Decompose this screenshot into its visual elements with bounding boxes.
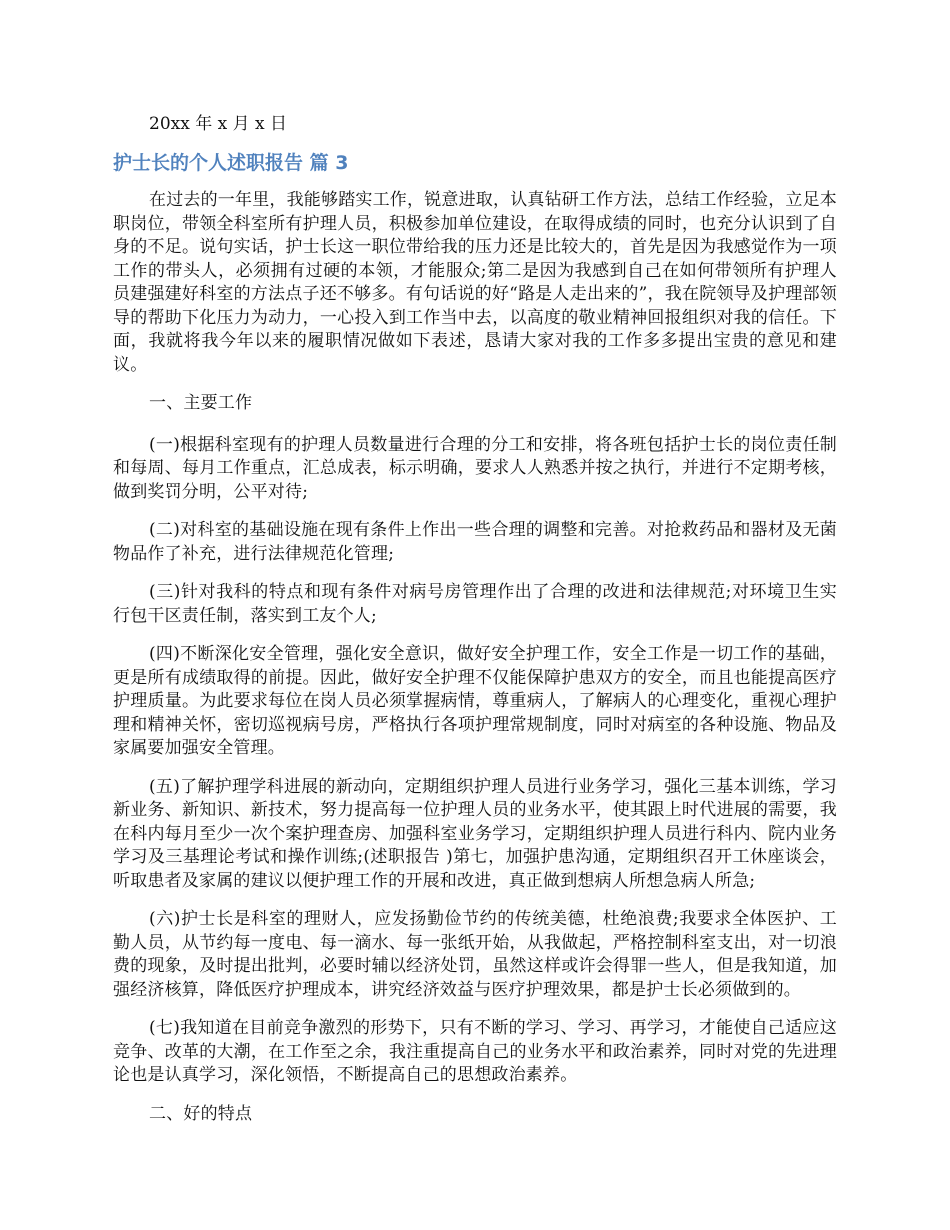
intro-paragraph: 在过去的一年里，我能够踏实工作，锐意进取，认真钻研工作方法，总结工作经验，立足本职岗位，带领全科室所有护理人员，积极参加单位建设，在取得成绩的同时，也充分认识到了自身的不足。说句实话，护士长这一职位带给我的压力还是比较大的，首先是因为我感觉作为一项工作的带头人，必须拥有过硬的本领，才能服众;第二是因为我感到自己在如何带领所有护理人员建强建好科室的方法点子还不够多。有句话说的好“路是人走出来的”，我在院领导及护理部领导的帮助下化压力为动力，一心投入到工作当中去，以高度的敬业精神回报组织对我的信任。下面，我就将我今年以来的履职情况做如下表述，恳请大家对我的工作多多提出宝贵的意见和建议。 [113,190,837,375]
section-heading-main-work: 一、主要工作 [149,393,253,413]
document-date: 20xx 年 x 月 x 日 [149,114,288,134]
work-item-3-paragraph: (三)针对我科的特点和现有条件对病号房管理作出了合理的改进和法律规范;对环境卫生实行包干区责任制，落实到工友个人; [113,582,837,626]
work-item-7-paragraph: (七)我知道在目前竞争激烈的形势下，只有不断的学习、学习、再学习，才能使自己适应这竞争、改革的大潮，在工作至之余，我注重提高自己的业务水平和政治素养，同时对党的先进理论也是认真学习，深化领悟，不断提高自己的思想政治素养。 [113,1018,837,1085]
document-body [113,189,837,1144]
work-item-1-paragraph: (一)根据科室现有的护理人员数量进行合理的分工和安排，将各班包括护士长的岗位责任制和每周、每月工作重点，汇总成表，标示明确，要求人人熟悉并按之执行，并进行不定期考核，做到奖罚分明，公平对待; [113,434,837,502]
section-title: 护士长的个人述职报告 篇 3 [113,152,349,174]
work-item-5-paragraph: (五)了解护理学科进展的新动向，定期组织护理人员进行业务学习，强化三基本训练，学习新业务、新知识、新技术，努力提高每一位护理人员的业务水平，使其跟上时代进展的需要，我在科内每月至少一次个案护理查房、加强科室业务学习，定期组织护理人员进行科内、院内业务学习及三基理论考试和操作训练;(述职报告 )第七，加强护患沟通，定期组织召开工休座谈会，听取患者及家属的建议以便护理工作的开展和改进，真正做到想病人所想急病人所急; [113,776,837,891]
section-heading-strengths: 二、好的特点 [149,1103,253,1124]
work-item-4-paragraph: (四)不断深化安全管理，强化安全意识，做好安全护理工作，安全工作是一切工作的基础，更是所有成绩取得的前提。因此，做好安全护理不仅能保障护患双方的安全，而且也能提高医疗护理质量。为此要求每位在岗人员必须掌握病情，尊重病人，了解病人的心理变化，重视心理护理和精神关怀，密切巡视病号房，严格执行各项护理常规制度，同时对病室的各种设施、物品及家属要加强安全管理。 [113,644,837,758]
work-item-2-paragraph: (二)对科室的基础设施在现有条件上作出一些合理的调整和完善。对抢救药品和器材及无菌物品作了补充，进行法律规范化管理; [113,520,837,564]
work-item-6-paragraph: (六)护士长是科室的理财人，应发扬勤俭节约的传统美德，杜绝浪费;我要求全体医护、工勤人员，从节约每一度电、每一滴水、每一张纸开始，从我做起，严格控制科室支出，对一切浪费的现象，及时提出批判，必要时辅以经济处罚，虽然这样或许会得罪一些人，但是我知道，加强经济核算，降低医疗护理成本，讲究经济效益与医疗护理效果，都是护士长必须做到的。 [113,909,837,1000]
